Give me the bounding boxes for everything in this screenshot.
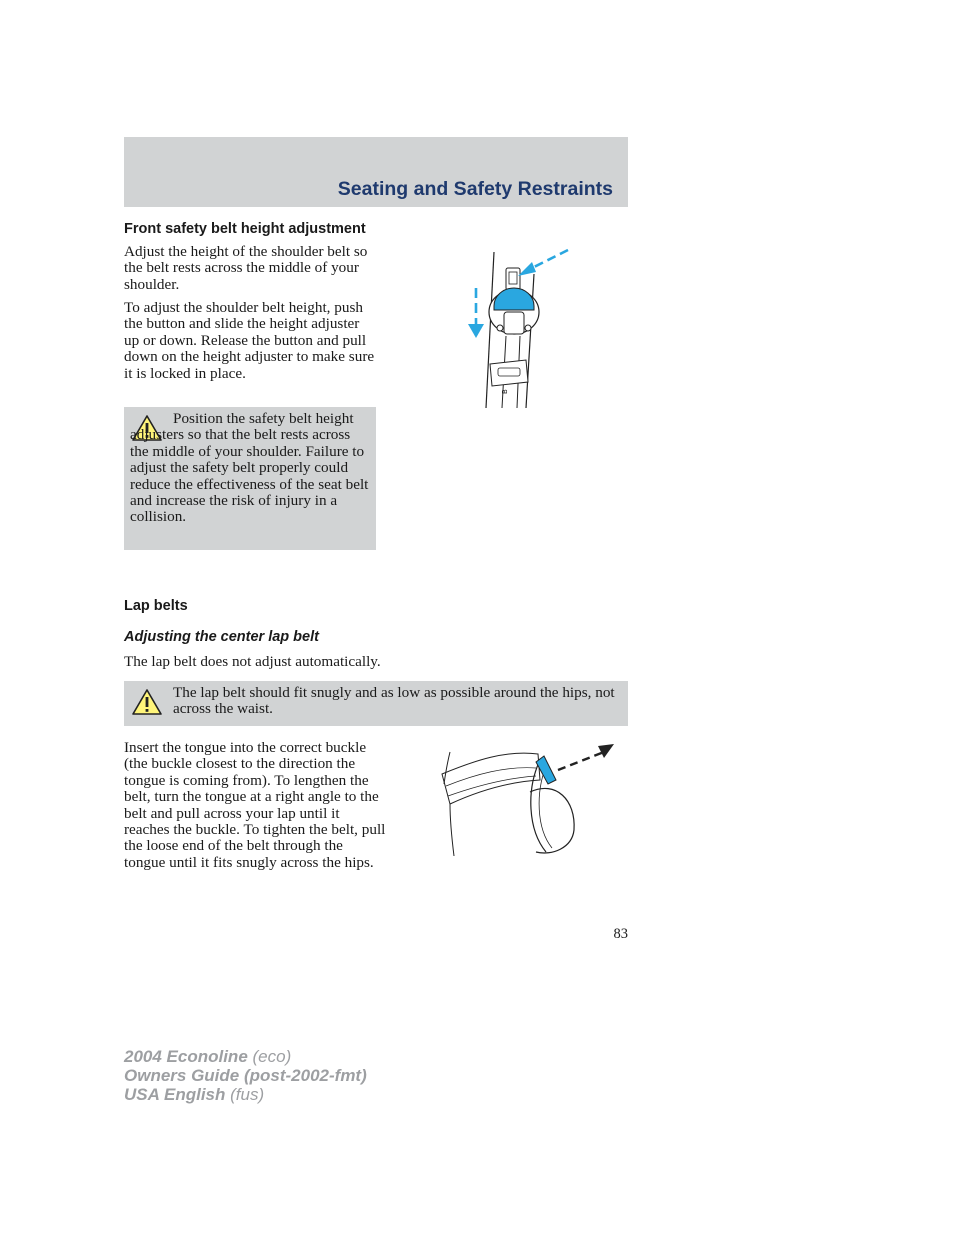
paragraph-insert-tongue-text: Insert the tongue into the correct buckle (the buckle closest to the direction the tongue is coming from). To lengthen the belt, turn the tongue at a right angle to the belt and pull across your lap until it reaches the buckle. To tighten the belt, pull the loose end of the belt through the tongue until it fits snugly across the hips. [124,739,386,871]
heading-height-adjustment: Front safety belt height adjustment [124,221,366,237]
footer-model-code: (eco) [252,1047,292,1066]
heading-lap-belts: Lap belts [124,598,188,614]
page-number: 83 [613,926,628,942]
section-title: Seating and Safety Restraints [337,178,613,200]
warning-text-lap-belt: The lap belt should fit snugly and as low as possible around the hips, not across the waist. [173,684,615,718]
footer-guide-name: Owners Guide (post-2002-fmt) [124,1066,367,1085]
document-footer [124,1047,367,1104]
warning-text-height-adjuster: Position the safety belt height adjusters so that the belt rests across the middle of your shoulder. Failure to adjust the safety belt properly could reduce the effectiveness of the seat belt and increase the risk of injury in a collision. [130,410,369,526]
lap-belt-illustration [436,740,618,860]
footer-language-code: (fus) [230,1085,265,1104]
paragraph-insert-tongue [124,740,386,871]
height-adjuster-illustration [462,244,576,412]
paragraph-adjust-height: Adjust the height of the shoulder belt so the belt rests across the middle of your shoulder. [124,243,368,293]
paragraph-lap-belt-no-adjust: The lap belt does not adjust automatically. [124,653,381,670]
section-header-band [124,137,628,207]
footer-model-name: 2004 Econoline [124,1047,248,1066]
paragraph-adjust-procedure: To adjust the shoulder belt height, push the button and slide the height adjuster up or down. Release the button and pull down on the height adjuster to make sure it is locked in place. [124,299,375,382]
svg-text:B: B [501,389,509,394]
footer-language-name: USA English [124,1085,226,1104]
warning-box-lap-belt [124,681,628,726]
warning-box-height-adjuster [124,407,376,550]
subheading-center-lap-belt: Adjusting the center lap belt [124,629,319,645]
footer-line-model [124,1047,367,1066]
footer-line-language [124,1085,367,1104]
warning-triangle-icon [131,688,163,716]
footer-line-guide [124,1066,367,1085]
